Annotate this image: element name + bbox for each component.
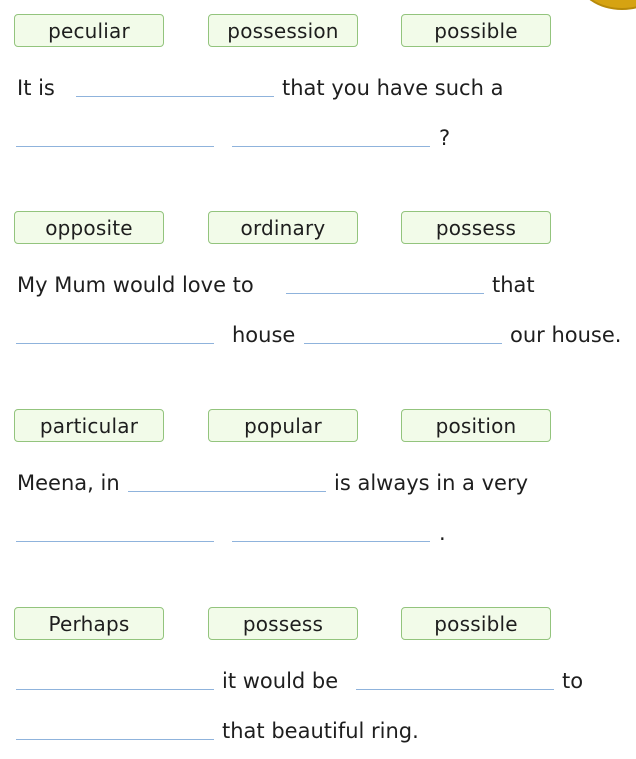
answer-blank[interactable] [232,541,430,542]
answer-blank[interactable] [232,146,430,147]
answer-blank[interactable] [356,689,554,690]
word-option[interactable]: popular [208,409,358,442]
word-option[interactable]: opposite [14,211,164,244]
word-option[interactable]: possess [208,607,358,640]
answer-blank[interactable] [128,491,326,492]
answer-blank[interactable] [16,689,214,690]
word-option[interactable]: possession [208,14,358,47]
word-option[interactable]: particular [14,409,164,442]
word-option[interactable]: ordinary [208,211,358,244]
sentence-text: It is [17,76,55,100]
answer-blank[interactable] [76,96,274,97]
answer-blank[interactable] [16,739,214,740]
answer-blank[interactable] [304,343,502,344]
sentence-text: that [492,273,535,297]
punctuation-text: ? [439,126,451,150]
answer-blank[interactable] [16,541,214,542]
answer-blank[interactable] [16,146,214,147]
word-option[interactable]: possible [401,14,551,47]
sentence-text: our house. [510,323,622,347]
punctuation-text: . [439,521,446,545]
sentence-text: is always in a very [334,471,529,495]
sentence-text: house [232,323,296,347]
sentence-text: that beautiful ring. [222,719,419,743]
word-option[interactable]: possible [401,607,551,640]
answer-blank[interactable] [286,293,484,294]
sentence-text: it would be [222,669,339,693]
answer-blank[interactable] [16,343,214,344]
sentence-text: My Mum would love to [17,273,254,297]
word-option[interactable]: possess [401,211,551,244]
decorative-coin [578,0,636,10]
word-option[interactable]: Perhaps [14,607,164,640]
word-option[interactable]: peculiar [14,14,164,47]
sentence-text: to [562,669,584,693]
sentence-text: Meena, in [17,471,120,495]
sentence-text: that you have such a [282,76,504,100]
word-option[interactable]: position [401,409,551,442]
